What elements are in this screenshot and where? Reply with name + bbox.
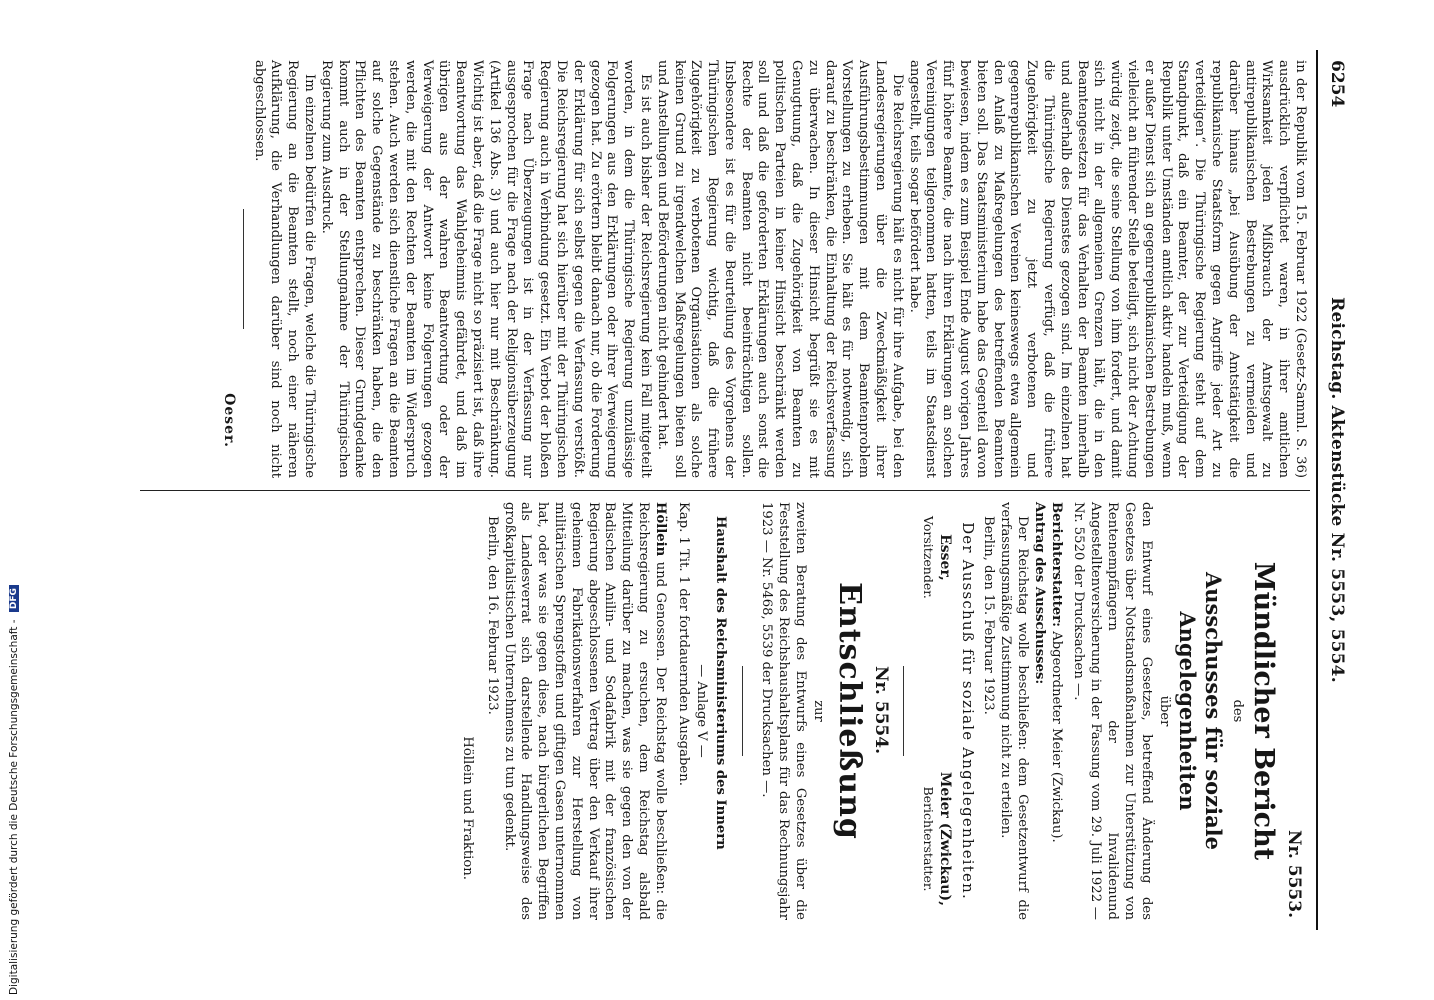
separator [742,666,743,756]
header-rule [1316,50,1318,930]
separator [243,209,244,329]
body-paragraph: Im einzelnen bedürfen die Fragen, welche die Thüringische Regierung an die Beamten stellt, noch einer näheren Aufklärung, die Verhandlungen darüber sind noch nicht abgeschlossen. [251,60,317,478]
separator [903,666,904,756]
body-paragraph: Die Reichsregierung hält es nicht für ihre Aufgabe, bei den Landesregierungen über die Zweckmäßigkeit ihrer Ausführungsbestimmungen mit dem Beamtenproblem Vorstellungen zu erheben. Sie hält es für notwendig, sich darauf zu beschränken, die Einhaltung der Reichsverfassung zu überwachen. In dieser Hinsicht begrüßt sie es mit Genugtuung, daß die Zugehörigkeit von Beamten zu politischen Parteien in keiner Hinsicht beschränkt werden soll und daß die geforderten Erklärungen auch sonst die Rechte der Beamten nicht beeinträchtigen sollen. Insbesondere ist es für die Beurteilung des Vorgehens der Thüringischen Regierung wichtig, daß die frühere Zugehörigkeit zu verbotenen Organisationen als solche keinen Grund zu irgendwelchen Maßregelungen bieten soll und Anstellungen und Beförderungen nicht gehindert hat. [654,60,905,478]
dfg-logo-icon: DFG [9,585,19,612]
resolution-date: Berlin, den 16. Februar 1923. [484,516,500,715]
resolution-signature: Höllein und Fraktion. [460,736,476,880]
budget-annex: — Anlage V — [694,664,710,758]
digitization-credit-text: Digitalisierung gefördert durch die Deutsche Forschungsgemeinschaft - [8,619,20,995]
page-header [1320,50,1350,930]
resolution-text: Höllein und Genossen. Der Reichstag wolle beschließen: die Reichsregierung zu ersuchen, dem Reichstag alsbald Mitteilung darüber zu machen, was sie gegen den von der Badischen Anilin- und Sodafabrik mit der französischen Regierung abgeschlossenen Vertrag über den Verkauf ihrer geheimen Fabrikationsverfahren zur Herstellung von militärischen Sprengstoffen und giftigen Gasen unternommen hat, oder was sie gegen diese, nach bürgerlichen Begriffen als Landesverrat sich darstellende Handlungsweise des großkapitalistischen Unternehmens zu tun gedenkt. [501,502,668,920]
report-date: Berlin, den 15. Februar 1923. [981,516,997,715]
report-ueber: über [1157,695,1173,727]
signature-rapporteur: Meier (Zwickau), Berichterstatter. [921,771,953,906]
body-paragraph: in der Republik vom 15. Februar 1922 (Gesetz-Samml. S. 36) ausdrücklich verpflichtet waren, in ihrer amtlichen Wirksamkeit jeden Mißbrauch der Amtsgewalt zu antirepublikanischen Bestrebungen zu vermeiden und darüber hinaus „bei Ausübung der Amtstätigkeit die republikanische Staatsform gegen Angriffe jeder Art zu verteidigen“. Die Thüringische Regierung steht auf dem Standpunkt, daß ein Beamter, der zur Verteidigung der Republik unter Umständen amtlich aktiv handeln muß, wenn er außer Dienst sich an gegenrepublikanischen Bestrebungen vielleicht an führender Stelle beteiligt, sich nicht der Achtung würdig zeigt, die seine Stellung von ihm fordert, und damit sich nicht in der allgemeinen Grenzen hält, die in den Beamtengesetzen für das Verhalten der Beamten innerhalb und außerhalb des Dienstes gezogen sind. Im einzelnen hat die Thüringische Regierung verfügt, daß die frühere Zugehörigkeit zu jetzt verbotenen und gegenrepublikanischen Vereinen keineswegs etwa allgemein den Anlaß zu Maßregelungen des betreffenden Beamten bieten soll. Das Staatsministerium habe das Gegenteil davon bewiesen, indem es zum Beispiel Ende August vorigen Jahres fünf höhere Beamte, die nach ihren Erklärungen an solchen Vereinigungen teilgenommen hatten, teils im Staatsdienst angestellt, teils sogar befördert habe. [906,60,1308,478]
column-divider [140,490,1310,491]
report-subject: den Entwurf eines Gesetzes, betreffend Änderung des Gesetzes über Notstandsmaßnahmen zur Unterstützung von Rentenempfängern der Invalidenund Angestelltenversicherung in der Fassung vom 29. Juli 1922 — Nr. 5520 der Drucksachen —. [1071,502,1154,920]
doc-number-5553: Nr. 5553. [1284,829,1304,918]
report-des: des [1230,699,1246,723]
resolution-title: Entschließung [832,582,868,840]
motion-text: Der Reichstag wolle beschließen: dem Gesetzentwurf die verfassungsmäßige Zustimmung nicht zu erteilen. [998,502,1031,920]
page-number: 6254 [1327,60,1347,108]
committee-name: Der Ausschuß für soziale Angelegenheiten. [958,522,977,900]
left-column [220,60,1308,478]
rapporteur-line: Berichterstatter: Abgeordneter Meier (Zwickau). [1048,502,1064,843]
budget-chapter: Kap. 1 Tit. 1 der fortdauernden Ausgaben. [675,502,691,786]
right-column [458,502,1308,920]
resolution-zur: zur [811,700,827,722]
rotated-page [135,50,1350,930]
motion-heading: Antrag des Ausschusses: [1031,502,1047,685]
report-title: Mündlicher Bericht [1248,561,1280,861]
running-title: Reichstag. Aktenstücke Nr. 5553, 5554. [1327,297,1347,683]
resolution-subject: zweiten Beratung des Entwurfs eines Gesetzes über die Feststellung des Reichshaushaltsplans für das Rechnungsjahr 1923 — Nr. 5468, 5539 der Drucksachen —. [759,502,808,920]
body-paragraph: Es ist auch bisher der Reichsregierung kein Fall mitgeteilt worden, in dem die Thüringische Regierung unzulässige Folgerungen aus den Erklärungen oder ihrer Verweigerung gezogen hat. Zu erörtern bleibt danach nur, ob die Forderung der Erklärung für sich selbst gegen die Verfassung verstößt. Die Reichsregierung hat sich hierüber mit der Thüringischen Regierung auch in Verbindung gesetzt. Ein Verbot der bloßen Frage nach Überzeugungen ist in der Verfassung nur ausgesprochen für die Frage nach der Religionsüberzeugung (Artikel 136 Abs. 3) und auch hier nur mit Beschränkung. Wichtig ist aber, daß die Frage nicht so präzisiert ist, daß ihre Beantwortung das Wahlgeheimnis gefährdet, und daß im übrigen aus der wahren Beantwortung oder der Verweigerung der Antwort keine Folgerungen gezogen werden, die mit den Rechten der Beamten im Widerspruch stehen. Auch werden sich dienstliche Fragen an die Beamten auf solche Gegenstände zu beschränken haben, die den Pflichten des Beamten entsprechen. Dieser Grundgedanke kommt auch in der Stellungnahme der Thüringischen Regierung zum Ausdruck. [318,60,653,478]
signature-chair: Esser, Vorsitzender. [921,516,953,599]
doc-number-5554: Nr. 5554. [871,665,892,754]
signature: Oeser. [220,393,237,448]
digitization-credit [8,5,20,995]
signatures [918,502,953,920]
committee-title: Ausschusses für soziale Angelegenheiten [1175,571,1227,851]
budget-heading: Haushalt des Reichsministeriums des Innern [713,516,729,850]
